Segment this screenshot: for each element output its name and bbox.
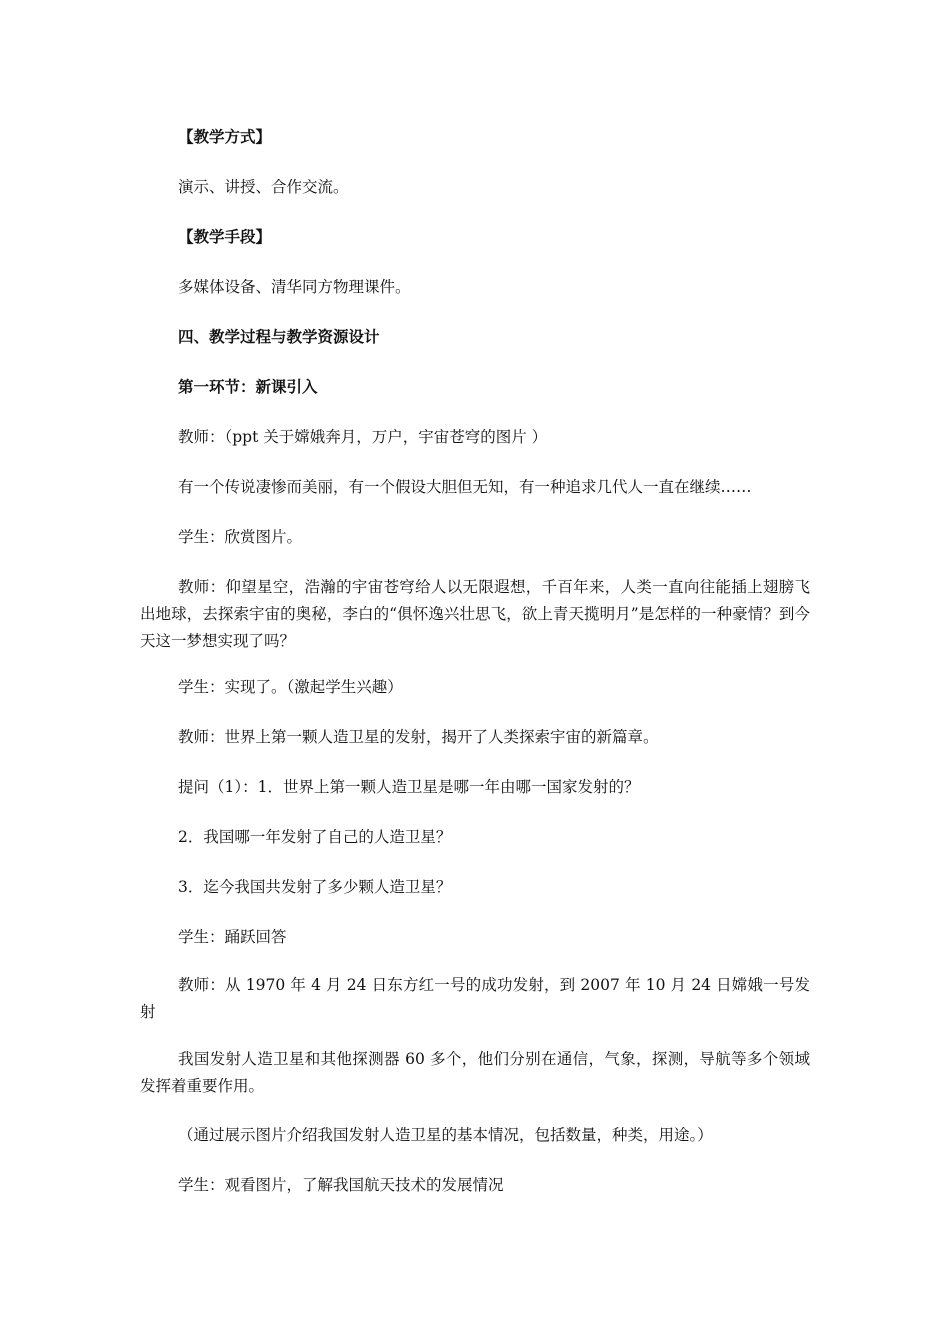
student-appreciate-line: 学生：欣赏图片。 [178,528,303,546]
question-1-line: 提问（1）：1．世界上第一颗人造卫星是哪一年由哪一国家发射的？ [178,778,640,796]
teacher-satellite-line: 教师：世界上第一颗人造卫星的发射，揭开了人类探索宇宙的新篇章。 [178,728,659,746]
question-2-line: 2．我国哪一年发射了自己的人造卫星？ [178,828,452,846]
heading-teaching-means: 【教学手段】 [178,227,272,246]
section-one-heading: 第一环节：新课引入 [178,377,318,396]
question-3-line: 3．迄今我国共发射了多少颗人造卫星？ [178,878,452,896]
china-launch-paragraph: 我国发射人造卫星和其他探测器 60 多个，他们分别在通信，气象，探测，导航等多个领域发挥着重要作用。 [140,1050,810,1095]
teaching-method-text: 演示、讲授、合作交流。 [178,178,349,196]
student-observe-line: 学生：观看图片，了解我国航天技术的发展情况 [178,1176,504,1194]
teaching-means-text: 多媒体设备、清华同方物理课件。 [178,278,411,296]
legend-line: 有一个传说凄惨而美丽，有一个假设大胆但无知，有一种追求几代人一直在继续…… [178,478,752,496]
section-four-heading: 四、教学过程与教学资源设计 [178,327,380,346]
teacher-ppt-line: 教师：（ppt 关于嫦娥奔月，万户，宇宙苍穹的图片 ） [178,428,548,446]
heading-teaching-method: 【教学方式】 [178,127,272,146]
note-pictures-line: （通过展示图片介绍我国发射人造卫星的基本情况，包括数量，种类，用途。） [178,1126,713,1144]
student-realized-line: 学生：实现了。（激起学生兴趣） [178,678,403,696]
teacher-1970-paragraph: 教师：从 1970 年 4 月 24 日东方红一号的成功发射，到 2007 年 10 月 24 日嫦娥一号发射 [140,976,810,1021]
teacher-sky-paragraph: 教师：仰望星空，浩瀚的宇宙苍穹给人以无限遐想，千百年来，人类一直向往能插上翅膀飞出地球，去探索宇宙的奥秘，李白的“俱怀逸兴壮思飞，欲上青天揽明月”是怎样的一种豪情？到今天这一梦想实现了吗？ [140,578,810,650]
student-answer-line: 学生：踊跃回答 [178,928,287,946]
